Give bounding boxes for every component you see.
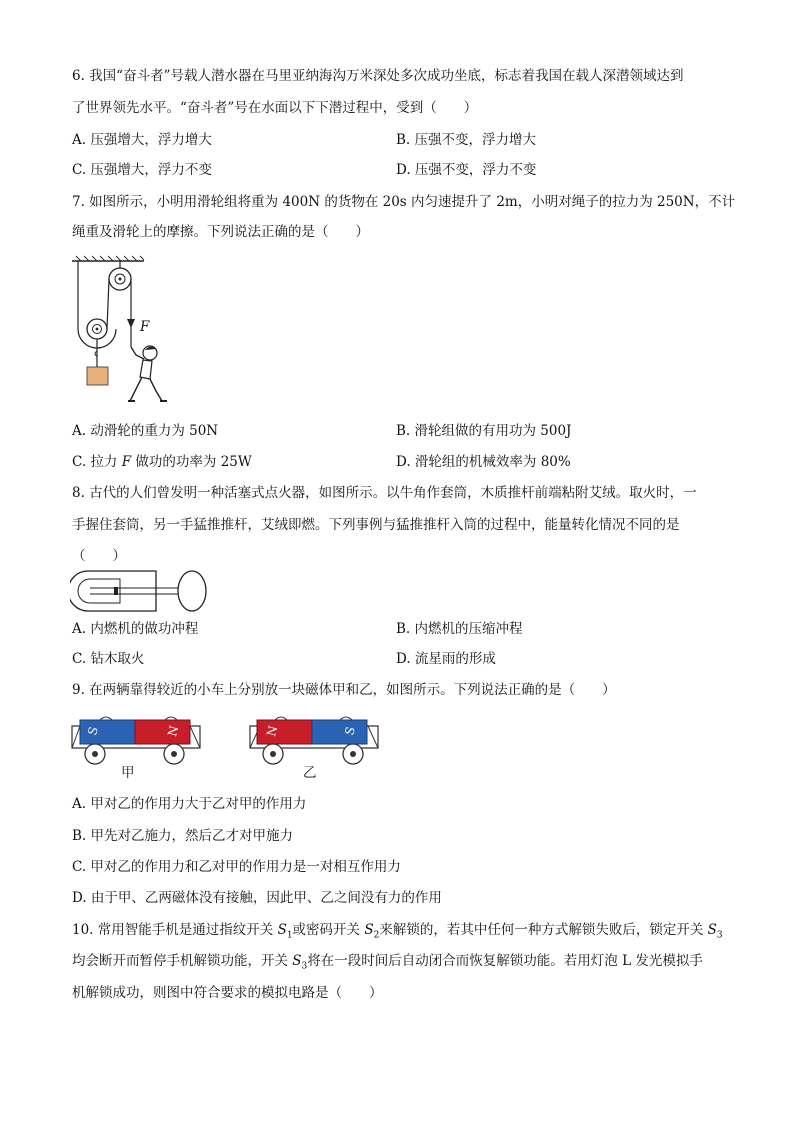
q10-stem-line1 — [72, 921, 723, 945]
switch-s3-repeat: S — [292, 953, 302, 969]
q10-line1-suffix: 来解锁的，若其中任何一种方式解锁失败后，锁定开关 — [379, 922, 708, 938]
q9-option-d: D. 由于甲、乙两磁体没有接触，因此甲、乙之间没有力的作用 — [72, 890, 442, 906]
switch-s2: S — [364, 922, 374, 938]
q7-option-c-prefix: C. 拉力 — [72, 454, 122, 470]
q6-stem-line1: 6. 我国“奋斗者”号载人潜水器在马里亚纳海沟万米深处多次成功坐底，标志着我国在载人深潜领域达到 — [72, 68, 684, 84]
switch-s1-subscript: 1 — [286, 930, 293, 941]
q8-option-c: C. 钻木取火 — [72, 651, 145, 667]
q10-line2-suffix: 将在一段时间后自动闭合而恢复解锁功能。若用灯泡 L 发光模拟手 — [307, 953, 703, 969]
q8-stem-line1: 8. 古代的人们曾发明一种活塞式点火器，如图所示。以牛角作套筒，木质推杆前端粘附艾绒。取火时，一 — [72, 485, 697, 501]
q8-stem-line3: （ ） — [72, 548, 126, 564]
cart-yi-pole-left: N — [264, 724, 281, 738]
cart-yi-pole-right: S — [342, 725, 358, 737]
q6-option-c: C. 压强增大，浮力不变 — [72, 162, 212, 178]
q10-stem-line2 — [72, 952, 703, 976]
q9-option-c: C. 甲对乙的作用力和乙对甲的作用力是一对相互作用力 — [72, 859, 401, 875]
q8-option-b: B. 内燃机的压缩冲程 — [396, 621, 523, 637]
q6-stem-line2: 了世界领先水平。“奋斗者”号在水面以下下潜过程中，受到（ ） — [72, 100, 478, 116]
q8-option-d: D. 流星雨的形成 — [396, 651, 496, 667]
pulley-system-figure — [70, 255, 170, 410]
switch-s1: S — [277, 922, 287, 938]
q7-option-c-variable: F — [121, 454, 132, 470]
q7-option-d: D. 滑轮组的机械效率为 80% — [396, 454, 571, 470]
switch-s3-subscript: 3 — [716, 930, 723, 941]
q6-option-a: A. 压强增大，浮力增大 — [72, 132, 212, 148]
cart-jia-pole-right: N — [165, 724, 182, 738]
q7-option-b: B. 滑轮组做的有用功为 500J — [396, 423, 572, 439]
q7-option-a: A. 动滑轮的重力为 50N — [72, 423, 219, 439]
q9-option-a: A. 甲对乙的作用力大于乙对甲的作用力 — [72, 796, 307, 812]
q6-option-d: D. 压强不变，浮力不变 — [396, 162, 537, 178]
q8-option-a: A. 内燃机的做功冲程 — [72, 621, 199, 637]
q8-stem-line2: 手握住套筒，另一手猛推推杆，艾绒即燃。下列事例与猛推推杆入筒的过程中，能量转化情况不同的是 — [72, 517, 680, 533]
magnet-carts-figure — [70, 712, 385, 767]
q9-stem-line1: 9. 在两辆靠得较近的小车上分别放一块磁体甲和乙，如图所示。下列说法正确的是（ ） — [72, 682, 616, 698]
q6-option-b: B. 压强不变，浮力增大 — [396, 132, 537, 148]
switch-s2-subscript: 2 — [373, 930, 380, 941]
q10-stem-line3: 机解锁成功，则图中符合要求的模拟电路是（ ） — [72, 985, 383, 1001]
cart-jia-label: 甲 — [121, 765, 135, 781]
q7-stem-line2: 绳重及滑轮上的摩擦。下列说法正确的是（ ） — [72, 224, 369, 240]
force-label-f: F — [140, 319, 150, 335]
q10-line2-prefix: 均会断开而暂停手机解锁功能，开关 — [72, 953, 293, 969]
switch-s3: S — [707, 922, 717, 938]
q7-stem-line1: 7. 如图所示，小明用滑轮组将重为 400N 的货物在 20s 内匀速提升了 2m，小明对绳子的拉力为 250N，不计 — [72, 194, 736, 210]
q7-option-c-suffix: 做功的功率为 25W — [131, 454, 252, 470]
switch-s3-repeat-subscript: 3 — [301, 961, 308, 972]
q7-option-c — [72, 453, 252, 471]
q9-option-b: B. 甲先对乙施力，然后乙才对甲施力 — [72, 828, 294, 844]
cart-yi-label: 乙 — [303, 765, 317, 781]
piston-igniter-figure — [70, 568, 210, 614]
q10-line1-prefix: 10. 常用智能手机是通过指纹开关 — [72, 922, 278, 938]
q10-line1-middle: 或密码开关 — [292, 922, 365, 938]
cart-jia-pole-left: S — [85, 725, 101, 737]
